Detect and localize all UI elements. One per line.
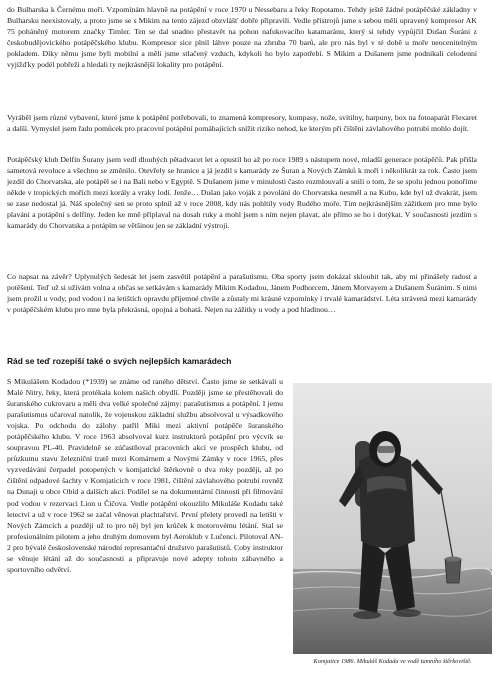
paragraph-bulgaria-trip: do Bulharska k Černému moři. Vzpomínám hlavně na potápění v roce 1970 u Nessebaru a řeky Ropotamo. Tehdy ještě žádné potápěčské základny v Bulharsku neexistovaly, a proto jsme se s Mikim na tento zájezd obzvlášť dobře připravili. Vedle přístrojů jsme s sebou měli upravený kompresor AK 75 poháněný motorem značky Timler. Ten se dal snadno přestavět na pohon nafukovacího katamaránu, který si tehdy vypůjčil Dušan Šuráni z českobudějovického potápěčského klubu. Kompresor sice plnil láhve pouze na zhruba 70 barů, ale pro nás byl v té době u moře neocenitelným pokladem. Díky němu jsme byli mobilní a měli jsme stlačený vzduch, kdykoli ho bylo zapotřebí. S Mikim a Dušanem jsme podnikali celodenní vyjížďky podél pobřeží a hledali ty nejkrásnější lokality pro potápění. bbox=[7, 5, 477, 70]
diver-photo bbox=[293, 383, 492, 654]
paragraph-equipment: Vyráběl jsem různé vybavení, které jsme k potápění potřebovali, to znamená kompresory, kompasy, nože, svítilny, harpuny, box na fotoaparát Flexaret a další. Vymyslel jsem řadu pomůcek pro pracovní potápění pomáhajících snížit riziko nehod, ke kterým při čištění závlahového potrubí mohlo dojít. bbox=[7, 113, 477, 134]
diver-photo-illustration bbox=[293, 383, 492, 654]
section-body-column: S Mikulášem Kodadou (*1939) se známe od raného dětství. Často jsme se setkávali u Malé Nitry, řeky, která protékala kolem našich obydlí. Později jsme se přestěhovali do šuranského cukrovaru a měli dva velké společné zájmy: parašutismus a potápění. I jemu parašutismus učaroval natolik, že vojenskou základní službu absolvoval u výsadkového vojska. Po odchodu do zálohy patřil Miki mezi aktivní potápěče šuranského potápěčského klubu. V roce 1963 absolvoval kurz instruktorů potápění pro výcvik se soupravou PL-40. Pravidelně se zúčastňoval pracovních akcí ve prospěch klubu, od průzkumu stavu železniční tratě mezi Komárnem a Novými Zámky v roce 1965, přes vyzvedávání čerpadel potopených v komjatické štěrkovně o dva roky později, až po čištění odpadové šachty v Komjaticích v roce 1981, čištění závlahového potrubí rovněž na Dunaji u obce Obid a dalších akcí. Podílel se na dokumentární činnosti při filmování pod vodou v rezervaci Lion u Číčova. Vedle potápění okouzlilo Mikuláše Kodadu také letectví a už v roce 1962 se začal věnovat plachtařství. První přelety provedl na letišti v Nových Zámcích a později už to pro něj byl jen krůček k motorovému létání. Stal se profesionálním pilotem a jeho druhým domovem byl Aeroklub v Lučenci. Pilotoval AN-2 pro bývalé československé národní represantační družstvo parašutistů. Coby instruktor se věnuje létání až do současnosti a připravuje nové adepty tohoto zábavného a sportovního odvětví. bbox=[7, 377, 283, 574]
paragraph-conclusion: Co napsat na závěr? Uplynulých šedesát let jsem zasvětil potápění a parašutismu. Oba sporty jsem dokázal skloubit tak, aby mi přinášely radost a potěšení. Teď už si užívám volna a občas se setkávám s kamarády Mikim Kodadou, Jánem Podhorcem, Jánem Morvayem a Dušanem Šuránim. S nimi jsem prožil u vody, pod vodou i na letištích opravdu příjemné chvíle a zůstaly mi krásné vzpomínky i trvalé kamarádství. Léta strávená mezi kamarády v potápěčském klubu pro mne byla překrásná, opojná a bohatá. Nejen na zážitky u vody a pod hladinou… bbox=[7, 272, 477, 315]
section-heading: Rád se teď rozepíší také o svých nejlepších kamarádech bbox=[7, 356, 232, 366]
photo-caption: Komjatice 1986. Mikuláš Kodada ve vodě tamního štěrkoviště. bbox=[313, 658, 472, 665]
paragraph-diving-club: Potápěčský klub Delfín Šurany jsem vedl dlouhých pětadvacet let a opustil ho až po roce 1989 s nástupem nové, mladší generace potápěčů. Pak přišla sametová revoluce a všechno se změnilo. Otevřely se hranice a já jezdil s kamarády ze Šuran a Nových Zámků k moři i několikrát za rok. Často jsem jezdil do Chorvatska, ale potápěl se i na Bali nebo v Egyptě. S Dušanem jsme v minulosti často rozmlouvali a snili o tom, že se spolu jednou ponoříme někde v tropických mořích mezi korály a vraky lodí. Jenže… Dušan jako voják z povolání do Chorvatska nesměl a na Kubu, kde byl už dvakrát, jsem se zase nedostal já. Náš společný sen se proto splnil až v roce 2008, kdy nás pohltily vody Rudého moře. Tím nejkrásnějším zážitkem pro mne bylo plavání a potápění s delfíny. Jeden ke mně připlaval na dosah ruky a mohl jsem s ním nejen plavat, ale přímo se ho i dotýkat. V současnosti jezdím s kamarády do Chorvatska a potápím se většinou jen se základní výstrojí. bbox=[7, 155, 477, 231]
